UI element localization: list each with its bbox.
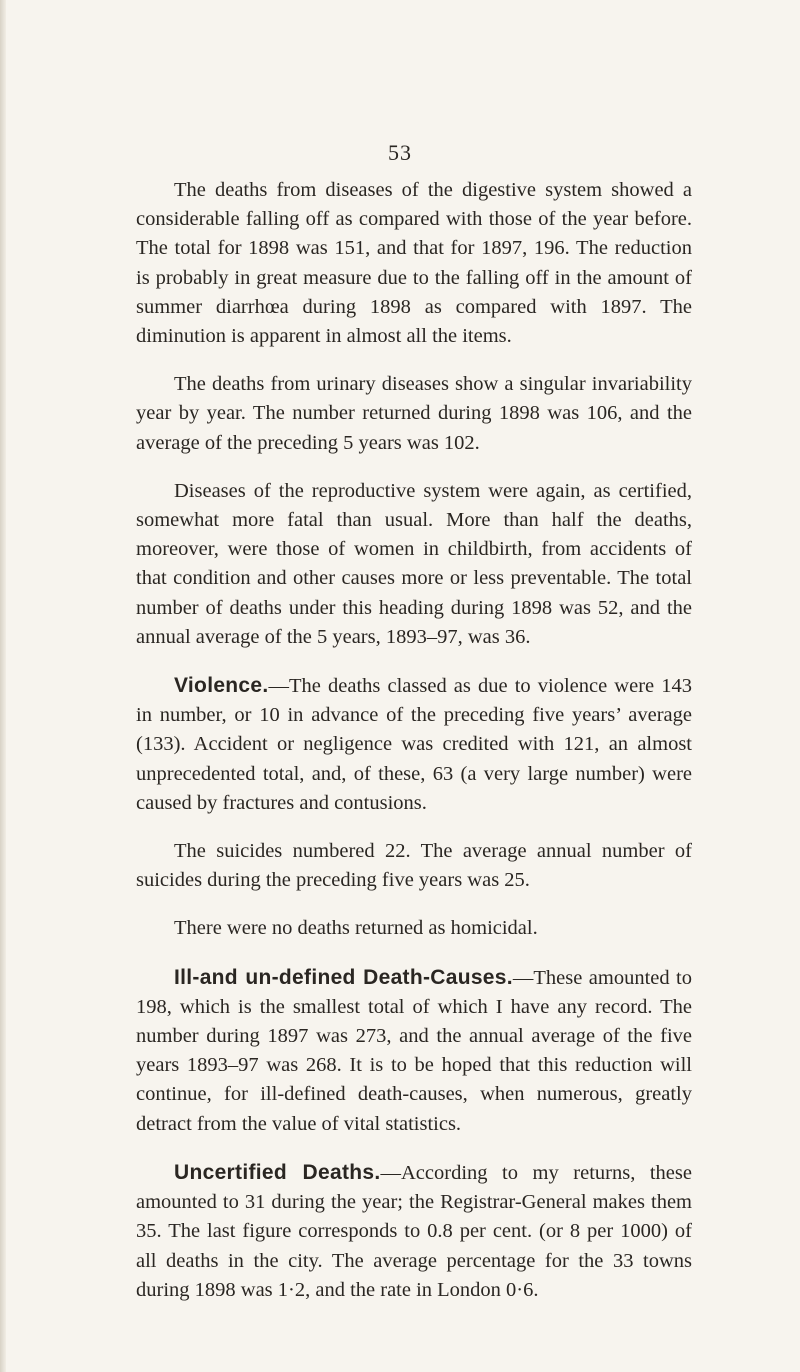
paragraph-text: —The deaths classed as due to violence were 143 in number, or 10 in advance of the preceding five years’ average (133). Accident or negligence was credited with 121, an almost unprecedented total, and, of these, 63 (a very large number) were caused by fractures and contusions. xyxy=(136,675,692,814)
paragraph-violence xyxy=(136,671,692,818)
section-heading-ill-defined: Ill-and un-defined Death-Causes. xyxy=(174,965,513,989)
text-body xyxy=(136,176,692,1324)
paragraph-text: The deaths from diseases of the digestive system showed a considerable falling off as compared with those of the year before. The total for 1898 was 151, and that for 1897, 196. The reduction is probably in great measure due to the falling off in the amount of summer diarrhœa during 1898 as compared with 1897. The diminution is apparent in almost all the items. xyxy=(136,179,692,348)
paragraph-text: —These amounted to 198, which is the smallest total of which I have any record. The number during 1897 was 273, and the annual average of the five years 1893–97 was 268. It is to be hoped that this reduction will continue, for ill-defined death-causes, when numerous, greatly detract from the value of vital statistics. xyxy=(136,966,692,1135)
paragraph-reproductive-diseases xyxy=(136,477,692,652)
paragraph-text: —According to my returns, these amounted to 31 during the year; the Registrar-General makes them 35. The last figure corresponds to 0.8 per cent. (or 8 per 1000) of all deaths in the city. The average percentage for the 33 towns during 1898 was 1·2, and the rate in London 0·6. xyxy=(136,1161,692,1301)
paragraph-text: Diseases of the reproductive system were again, as certified, somewhat more fatal than usual. More than half the deaths, moreover, were those of women in childbirth, from accidents of that condition and other causes more or less preventable. The total number of deaths under this heading during 1898 was 52, and the annual average of the 5 years, 1893–97, was 36. xyxy=(136,479,692,648)
paragraph-text: The suicides numbered 22. The average annual number of suicides during the preceding five years was 25. xyxy=(136,840,692,892)
section-heading-violence: Violence. xyxy=(174,674,269,698)
paragraph-text: The deaths from urinary diseases show a singular invariability year by year. The number returned during 1898 was 106, and the average of the preceding 5 years was 102. xyxy=(136,373,692,454)
page-number: 53 xyxy=(388,140,412,165)
page-edge xyxy=(0,0,6,1372)
paragraph-urinary-diseases xyxy=(136,370,692,458)
paragraph-text: There were no deaths returned as homicidal. xyxy=(174,917,538,940)
paragraph-digestive-diseases xyxy=(136,176,692,351)
paragraph-suicides xyxy=(136,837,692,895)
section-heading-uncertified: Uncertified Deaths. xyxy=(174,1160,381,1184)
paragraph-homicides xyxy=(136,914,692,943)
paragraph-ill-defined-causes xyxy=(136,963,692,1139)
paragraph-uncertified-deaths xyxy=(136,1158,692,1305)
